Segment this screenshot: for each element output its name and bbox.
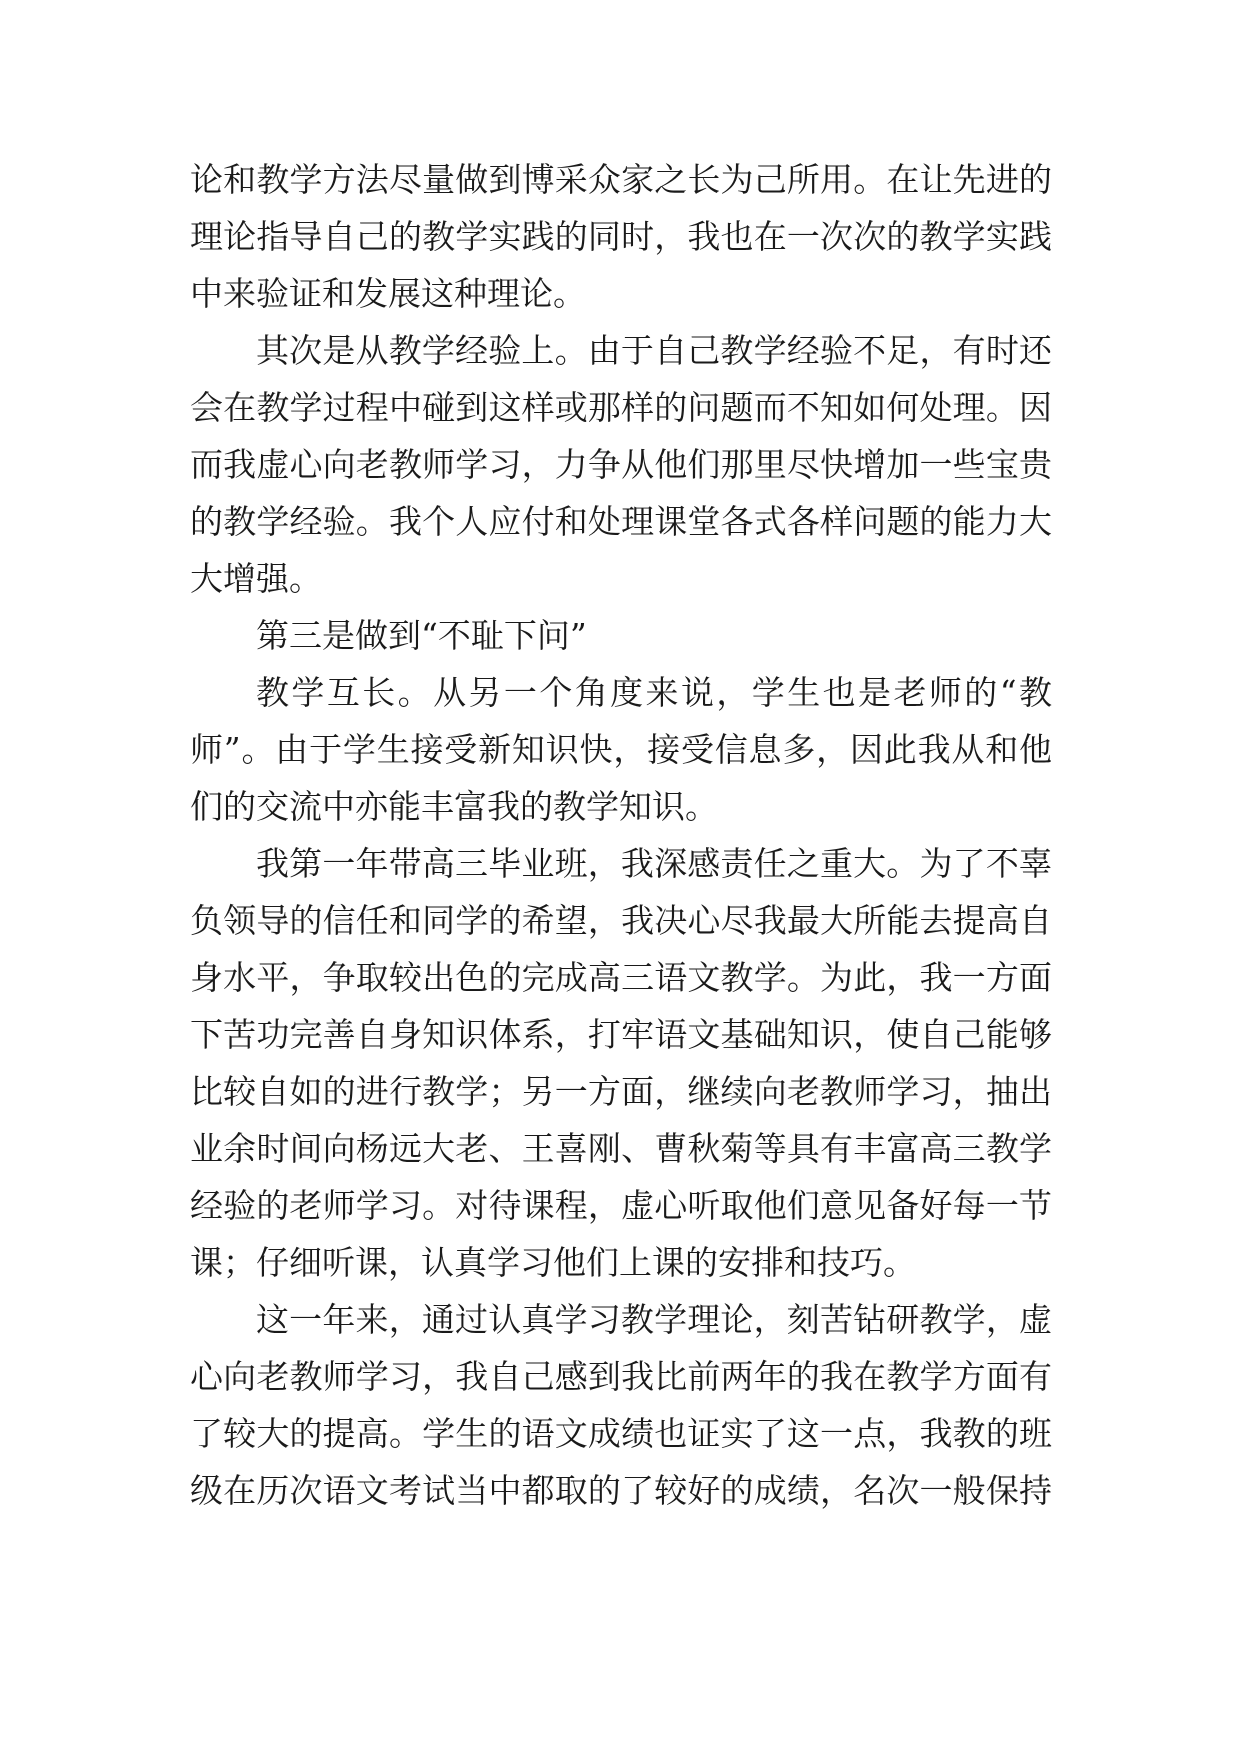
- text-line: 理论指导自己的教学实践的同时，我也在一次次的教学实践: [190, 217, 1052, 256]
- text-line: 的教学经验。我个人应付和处理课堂各式各样问题的能力大: [190, 502, 1052, 541]
- paragraph-start-line: 这一年来，通过认真学习教学理论，刻苦钻研教学，虚: [256, 1300, 1052, 1339]
- text-line: 级在历次语文考试当中都取的了较好的成绩，名次一般保持: [190, 1471, 1052, 1510]
- text-line: 比较自如的进行教学；另一方面，继续向老教师学习，抽出: [190, 1072, 1052, 1111]
- text-line: 而我虚心向老教师学习，力争从他们那里尽快增加一些宝贵: [190, 445, 1052, 484]
- text-line: 论和教学方法尽量做到博采众家之长为己所用。在让先进的: [190, 160, 1052, 199]
- text-line: 心向老教师学习，我自己感到我比前两年的我在教学方面有: [190, 1357, 1052, 1396]
- text-line: 师”。由于学生接受新知识快，接受信息多，因此我从和他: [190, 730, 1052, 769]
- text-line: 会在教学过程中碰到这样或那样的问题而不知如何处理。因: [190, 388, 1052, 427]
- paragraph-start-line: 其次是从教学经验上。由于自己教学经验不足，有时还: [256, 331, 1052, 370]
- paragraph-start-line: 我第一年带高三毕业班，我深感责任之重大。为了不辜: [256, 844, 1052, 883]
- text-line: 们的交流中亦能丰富我的教学知识。: [190, 787, 718, 826]
- text-line: 了较大的提高。学生的语文成绩也证实了这一点，我教的班: [190, 1414, 1052, 1453]
- text-line: 负领导的信任和同学的希望，我决心尽我最大所能去提高自: [190, 901, 1052, 940]
- paragraph-start-line: 教学互长。从另一个角度来说，学生也是老师的“教: [256, 673, 1052, 712]
- text-line: 身水平，争取较出色的完成高三语文教学。为此，我一方面: [190, 958, 1052, 997]
- paragraph-start-line: 第三是做到“不耻下问”: [256, 616, 587, 655]
- text-line: 课；仔细听课，认真学习他们上课的安排和技巧。: [190, 1243, 916, 1282]
- text-line: 下苦功完善自身知识体系，打牢语文基础知识，使自己能够: [190, 1015, 1052, 1054]
- text-line: 经验的老师学习。对待课程，虚心听取他们意见备好每一节: [190, 1186, 1052, 1225]
- text-line: 中来验证和发展这种理论。: [190, 274, 586, 313]
- text-line: 大增强。: [190, 559, 322, 598]
- text-line: 业余时间向杨远大老、王喜刚、曹秋菊等具有丰富高三教学: [190, 1129, 1052, 1168]
